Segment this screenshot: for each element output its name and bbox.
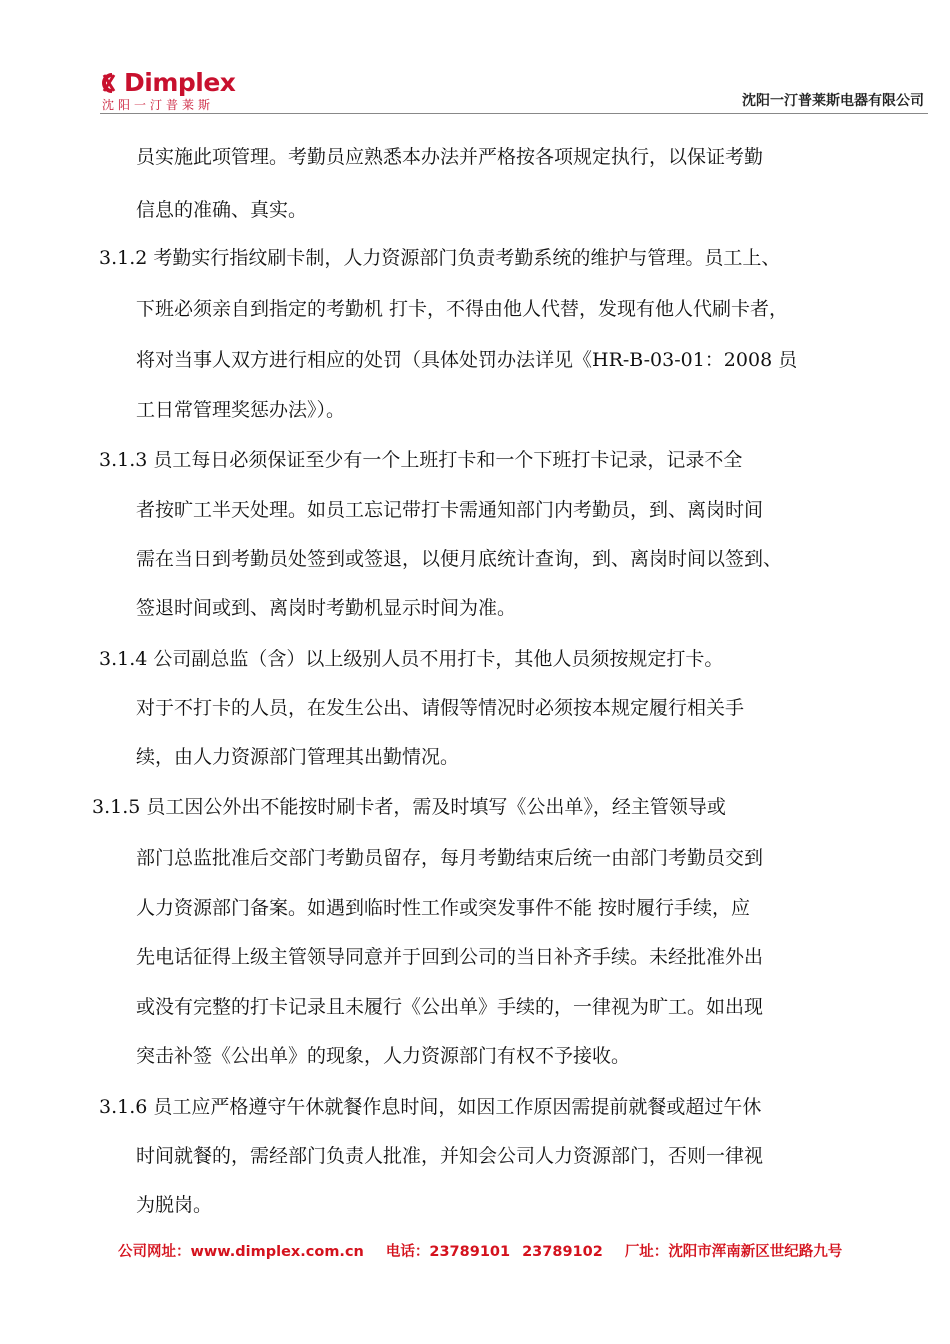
text-line: 突击补签《公出单》的现象，人力资源部门有权不予接收。 [136, 1045, 631, 1067]
website-link[interactable]: www.dimplex.com.cn [190, 1244, 364, 1260]
address-text: 沈阳市浑南新区世纪路九号 [668, 1244, 843, 1260]
text-line: 或没有完整的打卡记录且未履行《公出单》手续的，一律视为旷工。如出现 [136, 996, 764, 1018]
phone-label: 电话： [385, 1244, 430, 1260]
text-line: 3.1.5 员工因公外出不能按时刷卡者，需及时填写《公出单》，经主管领导或 [92, 796, 726, 818]
text-line: 需在当日到考勤员处签到或签退，以便月底统计查询，到、离岗时间以签到、 [136, 548, 783, 570]
dimplex-logo [100, 68, 240, 112]
text-line: 3.1.6 员工应严格遵守午休就餐作息时间，如因工作原因需提前就餐或超过午休 [99, 1096, 762, 1118]
text-line: 工日常管理奖惩办法》）。 [136, 399, 346, 421]
website-label: 公司网址： [118, 1244, 191, 1260]
text-line: 3.1.3 员工每日必须保证至少有一个上班打卡和一个下班打卡记录，记录不全 [99, 449, 743, 471]
text-line: 人力资源部门备案。如遇到临时性工作或突发事件不能 按时履行手续，应 [136, 897, 751, 919]
page-header [0, 0, 950, 120]
text-line: 3.1.2 考勤实行指纹刷卡制，人力资源部门负责考勤系统的维护与管理。员工上、 [99, 247, 781, 269]
address-label: 厂址： [624, 1244, 669, 1260]
page-footer [118, 1240, 842, 1261]
text-line: 对于不打卡的人员，在发生公出、请假等情况时必须按本规定履行相关手 [136, 697, 745, 719]
text-line: 下班必须亲自到指定的考勤机 打卡，不得由他人代替，发现有他人代刷卡者， [136, 298, 789, 320]
text-line: 先电话征得上级主管领导同意并于回到公司的当日补齐手续。未经批准外出 [136, 946, 764, 968]
text-line: 时间就餐的，需经部门负责人批准，并知会公司人力资源部门，否则一律视 [136, 1145, 764, 1167]
text-line: 续，由人力资源部门管理其出勤情况。 [136, 746, 460, 768]
logo-text: Dimplex [124, 68, 236, 97]
header-divider [100, 113, 928, 114]
dimplex-logo-mark-icon [100, 72, 126, 94]
company-name: 沈阳一汀普莱斯电器有限公司 [742, 93, 924, 109]
phone-number-2: 23789102 [522, 1244, 603, 1260]
text-line: 部门总监批准后交部门考勤员留存，每月考勤结束后统一由部门考勤员交到 [136, 847, 764, 869]
text-line: 者按旷工半天处理。如员工忘记带打卡需通知部门内考勤员，到、离岗时间 [136, 499, 764, 521]
phone-number-1: 23789101 [429, 1244, 511, 1260]
text-line: 将对当事人双方进行相应的处罚（具体处罚办法详见《HR-B-03-01：2008 员 [136, 349, 798, 371]
text-line: 信息的准确、真实。 [136, 199, 308, 221]
text-line: 员实施此项管理。考勤员应熟悉本办法并严格按各项规定执行，以保证考勤 [136, 146, 764, 168]
logo-subtext: 沈阳一汀普莱斯 [102, 98, 215, 112]
text-line: 3.1.4 公司副总监（含）以上级别人员不用打卡，其他人员须按规定打卡。 [99, 648, 724, 670]
text-line: 为脱岗。 [136, 1194, 213, 1216]
text-line: 签退时间或到、离岗时考勤机显示时间为准。 [136, 597, 517, 619]
